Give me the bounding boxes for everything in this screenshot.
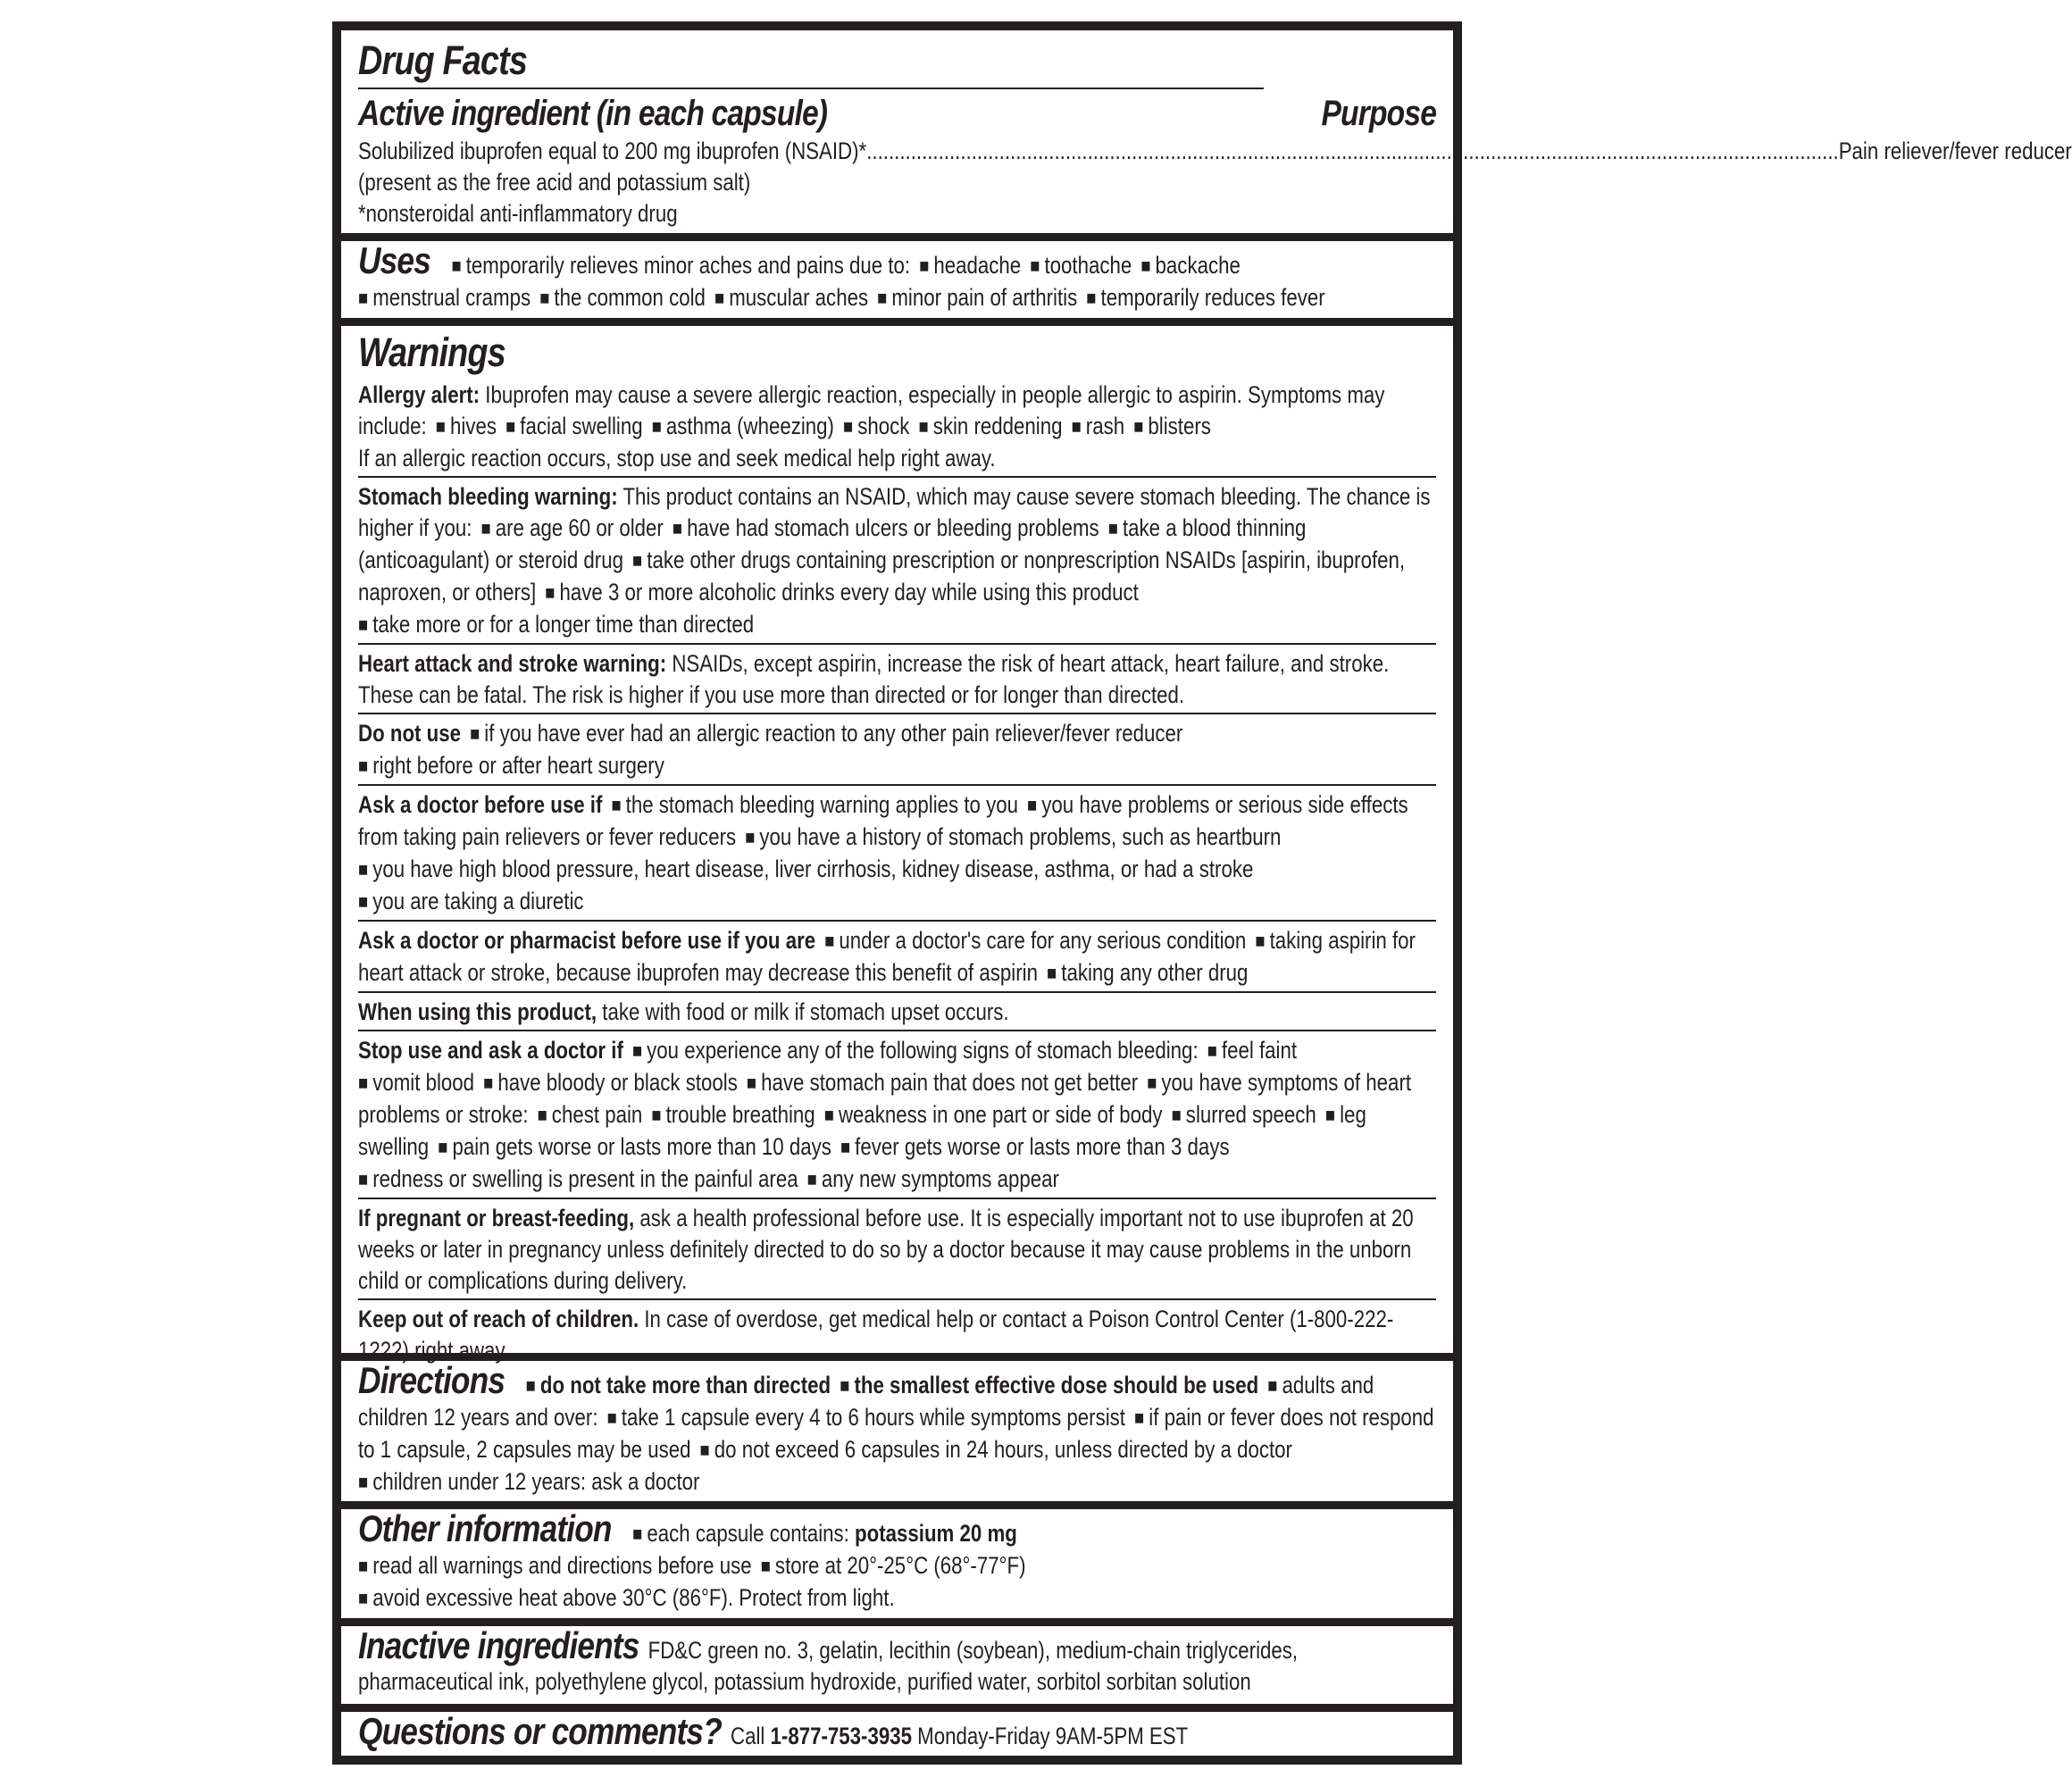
inactive-ingredients-box bbox=[341, 1626, 1453, 1704]
inactive-ingredients-heading: Inactive ingredients bbox=[358, 1624, 639, 1666]
ask-pharmacist-label: Ask a doctor or pharmacist before use if you are bbox=[358, 927, 816, 954]
directions-item: ■ adults and children 12 years and over: bbox=[358, 1372, 1374, 1431]
questions-phone: 1-877-753-3935 bbox=[770, 1723, 912, 1749]
stop-use-item: ■ slurred speech bbox=[1163, 1101, 1316, 1128]
ask-doctor-item: ■ the stomach bleeding warning applies to you bbox=[602, 791, 1018, 818]
stop-use-item: ■ trouble breathing bbox=[642, 1101, 815, 1128]
allergy-alert-text: Ibuprofen may cause a severe allergic reaction, especially in people allergic to aspirin. Symptoms may include: bbox=[358, 381, 1385, 439]
ask-doctor-item: ■ you are taking a diuretic bbox=[358, 888, 584, 914]
questions-hours: Monday-Friday 9AM-5PM EST bbox=[917, 1723, 1189, 1749]
ask-pharmacist-section bbox=[358, 922, 1436, 993]
questions-call: Call bbox=[730, 1723, 765, 1749]
ask-doctor-label: Ask a doctor before use if bbox=[358, 791, 603, 818]
uses-item: ■ muscular aches bbox=[706, 284, 868, 311]
ask-doctor-section bbox=[358, 786, 1436, 922]
uses-item: ■ temporarily reduces fever bbox=[1077, 284, 1324, 311]
uses-item: ■ backache bbox=[1132, 252, 1241, 279]
drug-facts-title: Drug Facts bbox=[358, 34, 1264, 89]
leader-dots: ................................................................................................................................................................................ bbox=[866, 138, 1839, 164]
when-using-text: take with food or milk if stomach upset occurs. bbox=[602, 998, 1009, 1025]
active-purpose: Pain reliever/fever reducer bbox=[1838, 138, 2072, 164]
keep-out-label: Keep out of reach of children. bbox=[358, 1306, 639, 1332]
ask-doctor-item: ■ you have a history of stomach problems, such as heartburn bbox=[736, 823, 1281, 850]
active-ingredient-text: Solubilized ibuprofen equal to 200 mg ibuprofen (NSAID)* bbox=[358, 138, 867, 164]
warnings-box bbox=[341, 326, 1453, 1364]
directions-item: ■ do not exceed 6 capsules in 24 hours, unless directed by a doctor bbox=[690, 1436, 1291, 1463]
purpose-heading: Purpose bbox=[1321, 94, 1436, 133]
do-not-use-item: ■ right before or after heart surgery bbox=[358, 752, 664, 779]
stop-use-item: ■ have bloody or black stools bbox=[474, 1069, 738, 1096]
stop-use-label: Stop use and ask a doctor if bbox=[358, 1037, 623, 1064]
stop-use-item: ■ you experience any of the following signs of stomach bleeding: bbox=[623, 1037, 1199, 1064]
questions-box bbox=[341, 1712, 1453, 1756]
directions-item: ■ if pain or fever does not respond to 1 capsule, 2 capsules may be used bbox=[358, 1404, 1434, 1463]
allergy-alert-label: Allergy alert: bbox=[358, 381, 480, 408]
allergy-item: ■ hives bbox=[427, 413, 497, 439]
other-item: ■ store at 20°-25°C (68°-77°F) bbox=[752, 1552, 1026, 1579]
heart-attack-section bbox=[358, 645, 1436, 714]
stop-use-item: ■ pain gets worse or lasts more than 10 days bbox=[429, 1133, 831, 1160]
uses-item: ■ the common cold bbox=[531, 284, 706, 311]
other-item: ■ read all warnings and directions before use bbox=[358, 1552, 752, 1579]
uses-item: ■ headache bbox=[910, 252, 1021, 279]
stomach-bleeding-section bbox=[358, 478, 1436, 645]
other-information-box bbox=[341, 1509, 1453, 1618]
directions-heading: Directions bbox=[358, 1359, 505, 1401]
other-information-heading: Other information bbox=[358, 1507, 612, 1549]
stop-use-item: ■ you have symptoms of heart problems or stroke: bbox=[358, 1069, 1411, 1128]
stomach-item: ■ have had stomach ulcers or bleeding problems bbox=[664, 514, 1099, 541]
stomach-item: ■ are age 60 or older bbox=[472, 514, 663, 541]
stomach-item: ■ have 3 or more alcoholic drinks every day while using this product bbox=[536, 579, 1139, 605]
allergy-item: ■ rash bbox=[1063, 413, 1125, 439]
active-ingredient-box bbox=[341, 30, 2072, 233]
when-using-label: When using this product, bbox=[358, 998, 597, 1025]
stomach-item: ■ take more or for a longer time than directed bbox=[358, 611, 754, 638]
ask-pharmacist-item: ■ taking any other drug bbox=[1038, 959, 1248, 986]
stomach-item: ■ take other drugs containing prescription or nonprescription NSAIDs [aspirin, ibuprofen, naproxen, or others] bbox=[358, 547, 1405, 605]
inactive-ingredients-text: FD&C green no. 3, gelatin, lecithin (soybean), medium-chain triglycerides, pharmaceutical ink, polyethylene glycol, potassium hydroxide, purified water, sorbitol sorbitan solution bbox=[358, 1637, 1299, 1695]
heart-attack-text: NSAIDs, except aspirin, increase the risk of heart attack, heart failure, and stroke. These can be fatal. The risk is higher if you use more than directed or for longer than directed. bbox=[358, 650, 1390, 708]
stop-use-item: ■ any new symptoms appear bbox=[798, 1165, 1059, 1192]
stop-use-item: ■ weakness in one part or side of body bbox=[815, 1101, 1163, 1128]
stop-use-item: ■ vomit blood bbox=[358, 1069, 474, 1096]
stomach-item: ■ take a blood thinning (anticoagulant) or steroid drug bbox=[358, 514, 1306, 573]
uses-item: ■ minor pain of arthritis bbox=[868, 284, 1077, 311]
stop-use-item: ■ chest pain bbox=[529, 1101, 643, 1128]
ask-doctor-item: ■ you have high blood pressure, heart disease, liver cirrhosis, kidney disease, asthma, or had a stroke bbox=[358, 855, 1253, 882]
other-item: ■ each capsule contains: bbox=[632, 1520, 849, 1547]
ask-pharmacist-item: ■ taking aspirin for heart attack or stroke, because ibuprofen may decrease this benefit of aspirin bbox=[358, 927, 1416, 986]
pregnant-label: If pregnant or breast-feeding, bbox=[358, 1205, 635, 1231]
allergy-item: ■ asthma (wheezing) bbox=[643, 413, 834, 439]
directions-item: ■ take 1 capsule every 4 to 6 hours while symptoms persist bbox=[598, 1404, 1125, 1431]
allergy-item: ■ facial swelling bbox=[497, 413, 643, 439]
active-note-1: (present as the free acid and potassium salt) bbox=[358, 169, 751, 196]
stomach-bleeding-label: Stomach bleeding warning: bbox=[358, 483, 618, 510]
when-using-section bbox=[358, 993, 1436, 1031]
questions-heading: Questions or comments? bbox=[358, 1710, 722, 1752]
directions-box bbox=[341, 1361, 1453, 1501]
active-ingredient-row bbox=[358, 136, 2072, 167]
do-not-use-item: ■ if you have ever had an allergic reaction to any other pain reliever/fever reducer bbox=[461, 720, 1182, 747]
heart-attack-label: Heart attack and stroke warning: bbox=[358, 650, 667, 677]
uses-item: ■ menstrual cramps bbox=[358, 284, 531, 311]
active-note-2: *nonsteroidal anti-inflammatory drug bbox=[358, 200, 678, 227]
keep-out-section bbox=[358, 1300, 1436, 1368]
other-item: ■ avoid excessive heat above 30°C (86°F). Protect from light. bbox=[358, 1584, 895, 1611]
stop-use-item: ■ fever gets worse or lasts more than 3 days bbox=[831, 1133, 1230, 1160]
stomach-bleeding-text: This product contains an NSAID, which may cause severe stomach bleeding. The chance is higher if you: bbox=[358, 483, 1431, 541]
drug-facts-panel bbox=[332, 21, 2072, 1765]
allergy-after-text: If an allergic reaction occurs, stop use and seek medical help right away. bbox=[358, 445, 996, 472]
warnings-heading: Warnings bbox=[358, 330, 505, 375]
uses-item: ■ toothache bbox=[1021, 252, 1132, 279]
allergy-item: ■ skin reddening bbox=[909, 413, 1062, 439]
allergy-alert-section bbox=[358, 376, 1436, 478]
keep-out-text: In case of overdose, get medical help or contact a Poison Control Center (1-800-222-1222) right away. bbox=[358, 1306, 1394, 1364]
stop-use-item: ■ have stomach pain that does not get better bbox=[738, 1069, 1138, 1096]
pregnant-section bbox=[358, 1199, 1436, 1300]
ask-doctor-item: ■ you have problems or serious side effects from taking pain relievers or fever reducers bbox=[358, 791, 1408, 850]
ask-pharmacist-item: ■ under a doctor's care for any serious condition bbox=[815, 927, 1246, 954]
stop-use-item: ■ feel faint bbox=[1199, 1037, 1297, 1064]
do-not-use-label: Do not use bbox=[358, 720, 462, 747]
stop-use-section bbox=[358, 1031, 1436, 1199]
pregnant-text: ask a health professional before use. It is especially important not to use ibuprofen at 20 weeks or later in pregnancy unless definitely directed to do so by a doctor because it may cause problems in the unborn child or complications during delivery. bbox=[358, 1205, 1414, 1294]
directions-bold-item: ■ the smallest effective dose should be used bbox=[831, 1372, 1258, 1398]
stop-use-item: ■ redness or swelling is present in the painful area bbox=[358, 1165, 798, 1192]
allergy-item: ■ shock bbox=[834, 413, 909, 439]
allergy-item: ■ blisters bbox=[1124, 413, 1211, 439]
other-item-bold: potassium 20 mg bbox=[855, 1520, 1017, 1547]
uses-intro: ■ temporarily relieves minor aches and pains due to: bbox=[452, 252, 911, 279]
do-not-use-section bbox=[358, 714, 1436, 786]
directions-bold-item: ■ do not take more than directed bbox=[526, 1372, 831, 1398]
uses-box bbox=[341, 241, 1453, 318]
uses-heading: Uses bbox=[358, 239, 430, 281]
stop-use-item: ■ leg swelling bbox=[358, 1101, 1366, 1160]
active-ingredient-heading: Active ingredient (in each capsule) bbox=[358, 94, 828, 133]
directions-item: ■ children under 12 years: ask a doctor bbox=[358, 1468, 699, 1495]
